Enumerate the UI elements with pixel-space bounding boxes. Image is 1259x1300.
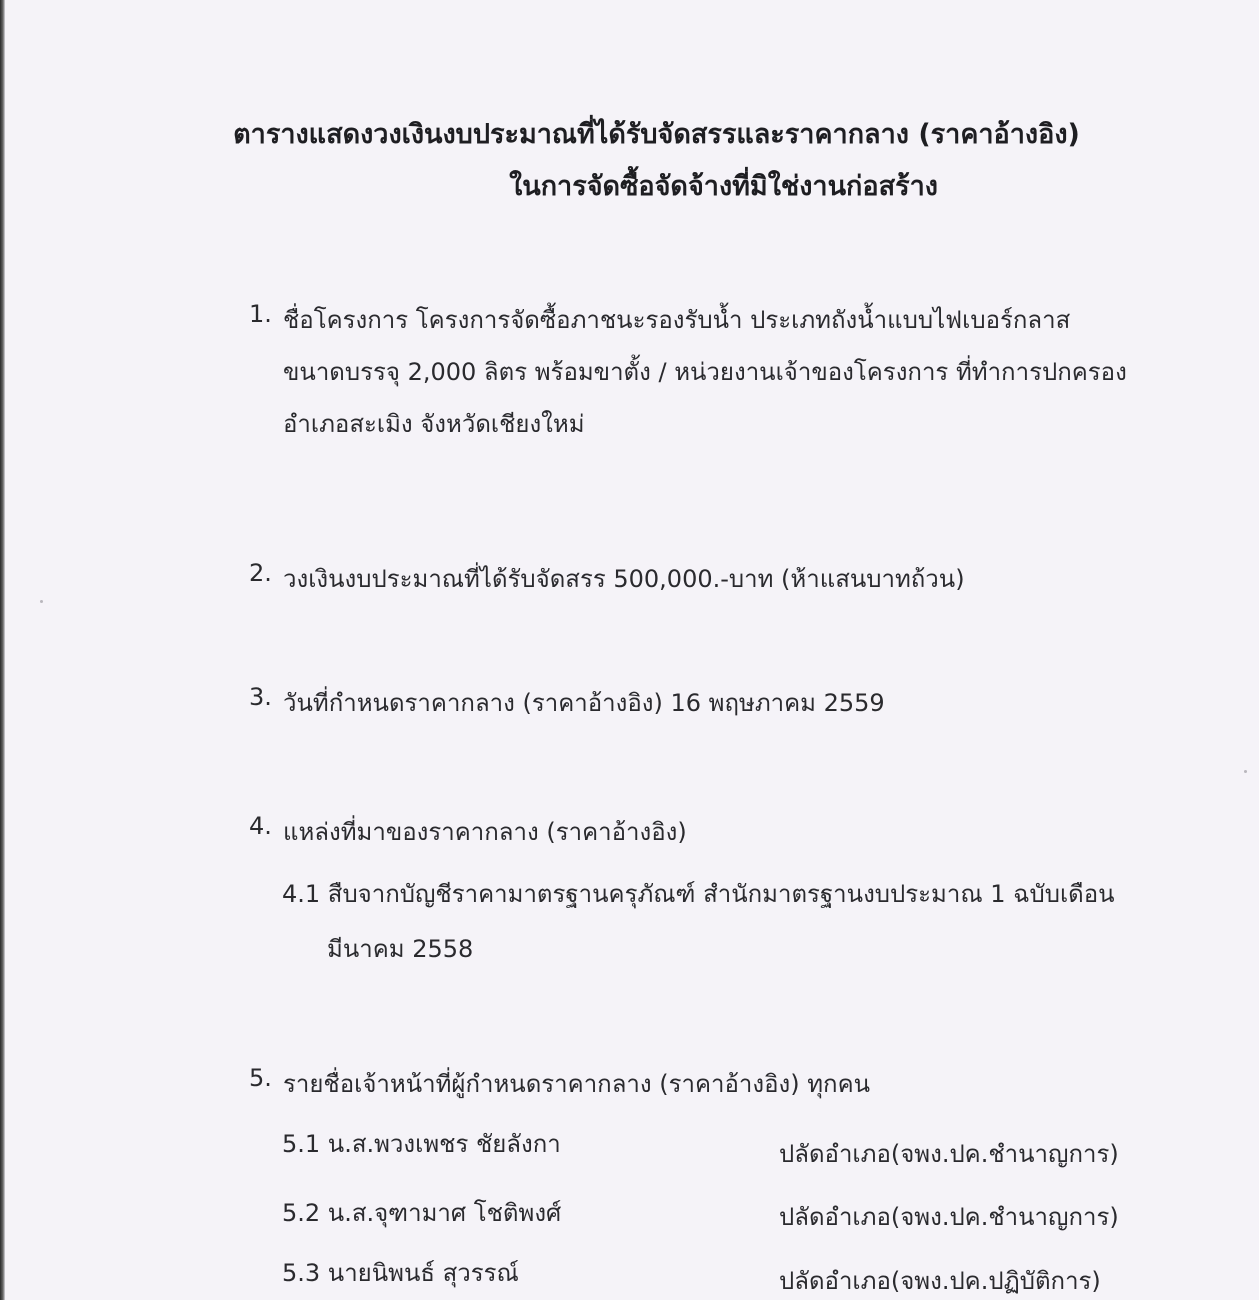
officer-1-position: ปลัดอำเภอ(จพง.ปค.ชำนาญการ) xyxy=(779,1140,1119,1168)
section-3-number: 3. xyxy=(249,683,272,711)
section-4-text: แหล่งที่มาของราคากลาง (ราคาอ้างอิง) xyxy=(283,818,687,846)
officer-2-name: 5.2 น.ส.จุฑามาศ โชติพงศ์ xyxy=(282,1199,562,1227)
officer-1-name: 5.1 น.ส.พวงเพชร ชัยลังกา xyxy=(282,1130,561,1158)
section-4-1-line-1: 4.1 สืบจากบัญชีราคามาตรฐานครุภัณฑ์ สำนักมาตรฐานงบประมาณ 1 ฉบับเดือน xyxy=(282,880,1115,908)
section-3-text: วันที่กำหนดราคากลาง (ราคาอ้างอิง) 16 พฤษภาคม 2559 xyxy=(283,689,885,717)
officer-2-position: ปลัดอำเภอ(จพง.ปค.ชำนาญการ) xyxy=(779,1203,1119,1231)
section-2-number: 2. xyxy=(249,559,272,587)
scan-speck xyxy=(40,600,43,603)
section-1-number: 1. xyxy=(249,300,272,328)
officer-3-position: ปลัดอำเภอ(จพง.ปค.ปฏิบัติการ) xyxy=(779,1267,1101,1295)
section-5-text: รายชื่อเจ้าหน้าที่ผู้กำหนดราคากลาง (ราคาอ้างอิง) ทุกคน xyxy=(283,1070,871,1098)
document-title-line-2: ในการจัดซื้อจัดจ้างที่มิใช่งานก่อสร้าง xyxy=(509,171,938,202)
section-4-1-line-2: มีนาคม 2558 xyxy=(327,935,474,963)
section-4-number: 4. xyxy=(249,812,272,840)
section-1-line-3: อำเภอสะเมิง จังหวัดเชียงใหม่ xyxy=(283,410,585,438)
section-2-text: วงเงินงบประมาณที่ได้รับจัดสรร 500,000.-บาท (ห้าแสนบาทถ้วน) xyxy=(283,565,965,593)
scan-speck xyxy=(1244,770,1247,773)
officer-3-name: 5.3 นายนิพนธ์ สุวรรณ์ xyxy=(282,1259,519,1287)
section-1-line-1: ชื่อโครงการ โครงการจัดซื้อภาชนะรองรับน้ำ ประเภทถังน้ำแบบไฟเบอร์กลาส xyxy=(283,306,1071,334)
document-title-line-1: ตารางแสดงวงเงินงบประมาณที่ได้รับจัดสรรและราคากลาง (ราคาอ้างอิง) xyxy=(233,119,1080,150)
section-5-number: 5. xyxy=(249,1064,272,1092)
section-1-line-2: ขนาดบรรจุ 2,000 ลิตร พร้อมขาตั้ง / หน่วยงานเจ้าของโครงการ ที่ทำการปกครอง xyxy=(283,358,1127,386)
